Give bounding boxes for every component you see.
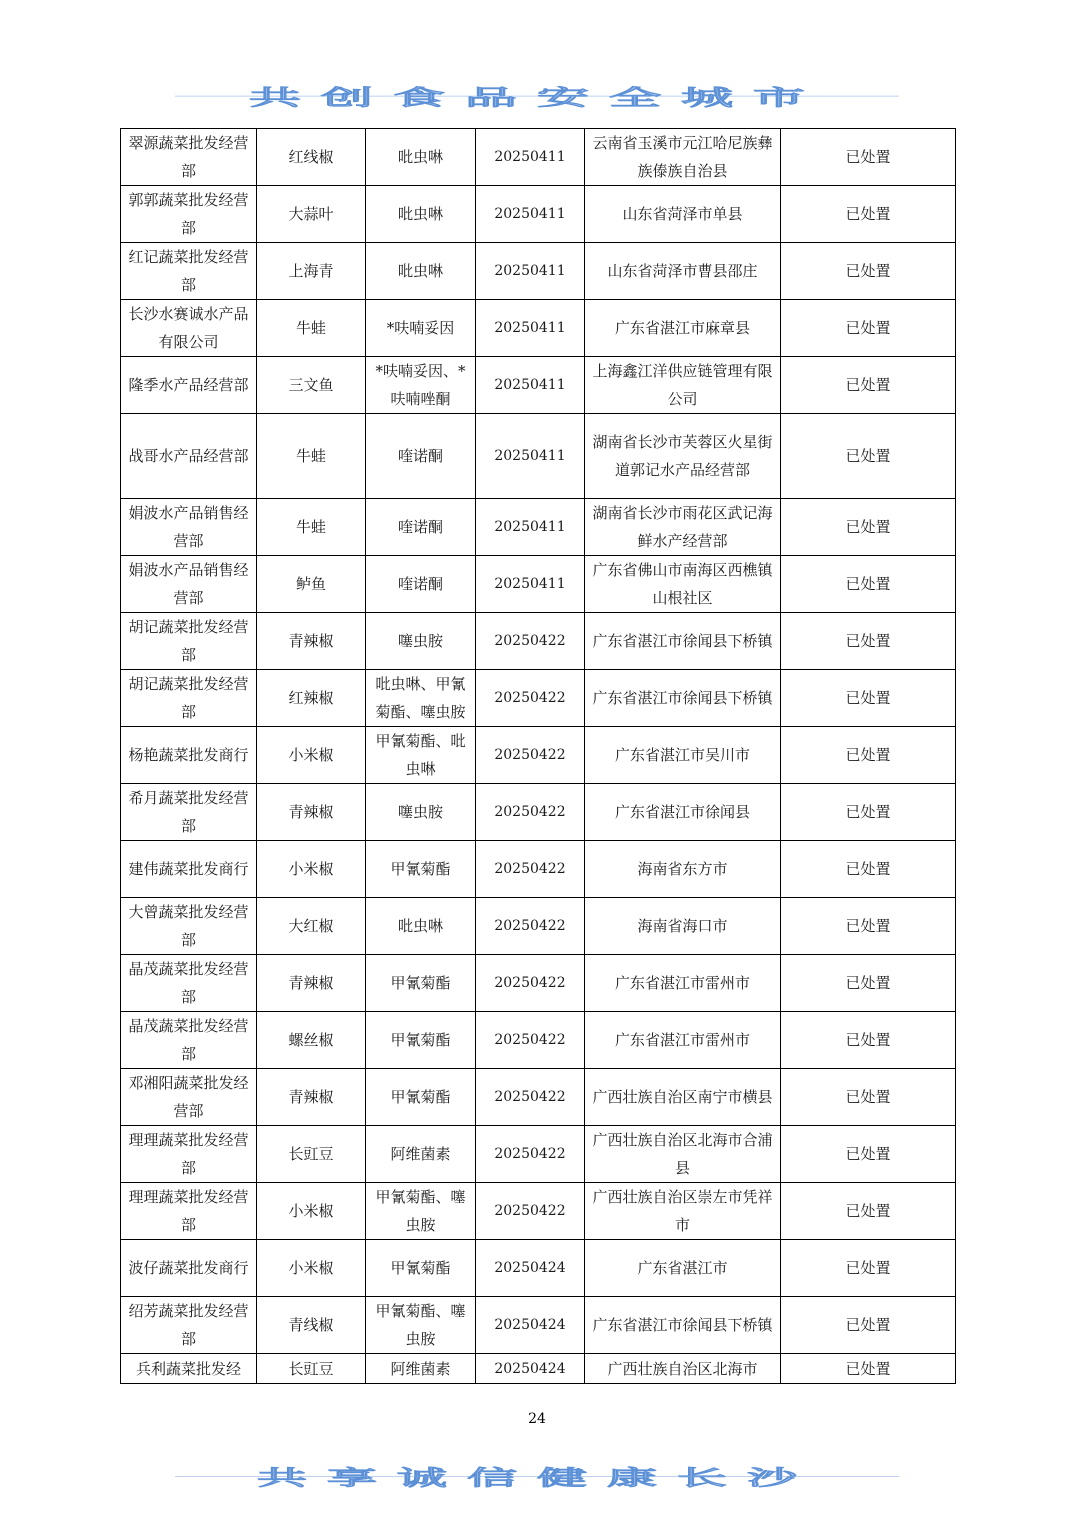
product-cell: 红线椒 <box>257 129 366 186</box>
origin-cell: 广西壮族自治区南宁市横县 <box>585 1069 781 1126</box>
origin-cell: 山东省菏泽市单县 <box>585 186 781 243</box>
table-row <box>121 1126 956 1183</box>
product-cell: 小米椒 <box>257 1240 366 1297</box>
origin-cell: 广东省湛江市麻章县 <box>585 300 781 357</box>
status-cell: 已处置 <box>781 357 956 414</box>
unit-cell: 红记蔬菜批发经营部 <box>121 243 257 300</box>
date-cell: 20250411 <box>476 129 585 186</box>
test-item-cell: 吡虫啉、甲氰菊酯、噻虫胺 <box>366 670 476 727</box>
test-item-cell: 甲氰菊酯 <box>366 1069 476 1126</box>
date-cell: 20250424 <box>476 1240 585 1297</box>
table-row <box>121 727 956 784</box>
table-row <box>121 1240 956 1297</box>
origin-cell: 上海鑫江洋供应链管理有限公司 <box>585 357 781 414</box>
table-row <box>121 186 956 243</box>
unit-cell: 晶茂蔬菜批发经营部 <box>121 955 257 1012</box>
status-cell: 已处置 <box>781 1240 956 1297</box>
table-row <box>121 898 956 955</box>
product-cell: 小米椒 <box>257 841 366 898</box>
status-cell: 已处置 <box>781 841 956 898</box>
unit-cell: 理理蔬菜批发经营部 <box>121 1126 257 1183</box>
table-row <box>121 1183 956 1240</box>
status-cell: 已处置 <box>781 129 956 186</box>
test-item-cell: 吡虫啉 <box>366 898 476 955</box>
unit-cell: 兵利蔬菜批发经 <box>121 1354 257 1384</box>
test-item-cell: 甲氰菊酯 <box>366 1012 476 1069</box>
unit-cell: 胡记蔬菜批发经营部 <box>121 613 257 670</box>
status-cell: 已处置 <box>781 1354 956 1384</box>
origin-cell: 广东省湛江市徐闻县下桥镇 <box>585 1297 781 1354</box>
date-cell: 20250411 <box>476 556 585 613</box>
origin-cell: 广东省湛江市徐闻县 <box>585 784 781 841</box>
table-row <box>121 784 956 841</box>
product-cell: 青辣椒 <box>257 613 366 670</box>
test-item-cell: 甲氰菊酯、噻虫胺 <box>366 1297 476 1354</box>
test-item-cell: 甲氰菊酯、噻虫胺 <box>366 1183 476 1240</box>
product-cell: 大蒜叶 <box>257 186 366 243</box>
status-cell: 已处置 <box>781 1126 956 1183</box>
test-item-cell: 吡虫啉 <box>366 129 476 186</box>
status-cell: 已处置 <box>781 613 956 670</box>
date-cell: 20250422 <box>476 1183 585 1240</box>
unit-cell: 建伟蔬菜批发商行 <box>121 841 257 898</box>
table-row <box>121 1297 956 1354</box>
date-cell: 20250411 <box>476 300 585 357</box>
test-item-cell: *呋喃妥因 <box>366 300 476 357</box>
origin-cell: 广西壮族自治区北海市合浦县 <box>585 1126 781 1183</box>
date-cell: 20250411 <box>476 186 585 243</box>
header-slogan-banner: 共创食品安全城市 <box>0 80 1074 112</box>
date-cell: 20250411 <box>476 414 585 499</box>
status-cell: 已处置 <box>781 1297 956 1354</box>
unit-cell: 杨艳蔬菜批发商行 <box>121 727 257 784</box>
date-cell: 20250424 <box>476 1354 585 1384</box>
unit-cell: 娟波水产品销售经营部 <box>121 556 257 613</box>
test-item-cell: 噻虫胺 <box>366 613 476 670</box>
product-cell: 青辣椒 <box>257 955 366 1012</box>
origin-cell: 湖南省长沙市雨花区武记海鲜水产经营部 <box>585 499 781 556</box>
unit-cell: 长沙水赛诚水产品有限公司 <box>121 300 257 357</box>
test-item-cell: 喹诺酮 <box>366 556 476 613</box>
unit-cell: 娟波水产品销售经营部 <box>121 499 257 556</box>
origin-cell: 海南省东方市 <box>585 841 781 898</box>
date-cell: 20250422 <box>476 1069 585 1126</box>
date-cell: 20250422 <box>476 955 585 1012</box>
origin-cell: 海南省海口市 <box>585 898 781 955</box>
unit-cell: 郭郭蔬菜批发经营部 <box>121 186 257 243</box>
product-cell: 牛蛙 <box>257 499 366 556</box>
table-row <box>121 1069 956 1126</box>
test-item-cell: 阿维菌素 <box>366 1126 476 1183</box>
product-cell: 鲈鱼 <box>257 556 366 613</box>
date-cell: 20250422 <box>476 841 585 898</box>
table-row <box>121 670 956 727</box>
origin-cell: 湖南省长沙市芙蓉区火星街道郭记水产品经营部 <box>585 414 781 499</box>
product-cell: 青辣椒 <box>257 1069 366 1126</box>
status-cell: 已处置 <box>781 499 956 556</box>
unit-cell: 胡记蔬菜批发经营部 <box>121 670 257 727</box>
table-row <box>121 841 956 898</box>
table-row <box>121 1354 956 1384</box>
product-cell: 小米椒 <box>257 1183 366 1240</box>
table-row <box>121 613 956 670</box>
origin-cell: 广西壮族自治区崇左市凭祥市 <box>585 1183 781 1240</box>
date-cell: 20250411 <box>476 243 585 300</box>
product-cell: 大红椒 <box>257 898 366 955</box>
status-cell: 已处置 <box>781 1012 956 1069</box>
origin-cell: 广西壮族自治区北海市 <box>585 1354 781 1384</box>
test-item-cell: 吡虫啉 <box>366 186 476 243</box>
table-row <box>121 300 956 357</box>
status-cell: 已处置 <box>781 556 956 613</box>
product-cell: 青线椒 <box>257 1297 366 1354</box>
origin-cell: 广东省湛江市雷州市 <box>585 955 781 1012</box>
date-cell: 20250422 <box>476 613 585 670</box>
test-item-cell: 甲氰菊酯 <box>366 955 476 1012</box>
origin-cell: 山东省菏泽市曹县邵庄 <box>585 243 781 300</box>
status-cell: 已处置 <box>781 727 956 784</box>
table-row <box>121 1012 956 1069</box>
footer-slogan-banner: 共享诚信健康长沙 <box>0 1461 1074 1491</box>
table-row <box>121 499 956 556</box>
table-row <box>121 414 956 499</box>
status-cell: 已处置 <box>781 414 956 499</box>
test-item-cell: 阿维菌素 <box>366 1354 476 1384</box>
product-cell: 长豇豆 <box>257 1354 366 1384</box>
unit-cell: 邓湘阳蔬菜批发经营部 <box>121 1069 257 1126</box>
test-item-cell: 吡虫啉 <box>366 243 476 300</box>
origin-cell: 广东省湛江市徐闻县下桥镇 <box>585 670 781 727</box>
date-cell: 20250411 <box>476 499 585 556</box>
unit-cell: 战哥水产品经营部 <box>121 414 257 499</box>
status-cell: 已处置 <box>781 955 956 1012</box>
test-item-cell: 甲氰菊酯 <box>366 1240 476 1297</box>
date-cell: 20250411 <box>476 357 585 414</box>
date-cell: 20250422 <box>476 727 585 784</box>
status-cell: 已处置 <box>781 1183 956 1240</box>
status-cell: 已处置 <box>781 1069 956 1126</box>
date-cell: 20250424 <box>476 1297 585 1354</box>
date-cell: 20250422 <box>476 670 585 727</box>
product-cell: 青辣椒 <box>257 784 366 841</box>
status-cell: 已处置 <box>781 670 956 727</box>
product-cell: 牛蛙 <box>257 414 366 499</box>
test-item-cell: 甲氰菊酯、吡虫啉 <box>366 727 476 784</box>
origin-cell: 云南省玉溪市元江哈尼族彝族傣族自治县 <box>585 129 781 186</box>
table-row <box>121 955 956 1012</box>
unit-cell: 绍芳蔬菜批发经营部 <box>121 1297 257 1354</box>
test-item-cell: 喹诺酮 <box>366 499 476 556</box>
date-cell: 20250422 <box>476 1012 585 1069</box>
product-cell: 长豇豆 <box>257 1126 366 1183</box>
date-cell: 20250422 <box>476 1126 585 1183</box>
table-row <box>121 129 956 186</box>
unit-cell: 希月蔬菜批发经营部 <box>121 784 257 841</box>
date-cell: 20250422 <box>476 898 585 955</box>
date-cell: 20250422 <box>476 784 585 841</box>
table-row <box>121 357 956 414</box>
product-cell: 上海青 <box>257 243 366 300</box>
product-cell: 螺丝椒 <box>257 1012 366 1069</box>
status-cell: 已处置 <box>781 784 956 841</box>
unit-cell: 翠源蔬菜批发经营部 <box>121 129 257 186</box>
status-cell: 已处置 <box>781 300 956 357</box>
unit-cell: 波仔蔬菜批发商行 <box>121 1240 257 1297</box>
test-item-cell: 噻虫胺 <box>366 784 476 841</box>
table-row <box>121 556 956 613</box>
origin-cell: 广东省湛江市吴川市 <box>585 727 781 784</box>
product-cell: 小米椒 <box>257 727 366 784</box>
origin-cell: 广东省湛江市 <box>585 1240 781 1297</box>
origin-cell: 广东省湛江市徐闻县下桥镇 <box>585 613 781 670</box>
status-cell: 已处置 <box>781 898 956 955</box>
origin-cell: 广东省湛江市雷州市 <box>585 1012 781 1069</box>
product-cell: 红辣椒 <box>257 670 366 727</box>
status-cell: 已处置 <box>781 186 956 243</box>
status-cell: 已处置 <box>781 243 956 300</box>
unit-cell: 大曾蔬菜批发经营部 <box>121 898 257 955</box>
page-number: 24 <box>528 1411 546 1427</box>
test-item-cell: 喹诺酮 <box>366 414 476 499</box>
inspection-results-table <box>120 128 956 1384</box>
unit-cell: 理理蔬菜批发经营部 <box>121 1183 257 1240</box>
test-item-cell: *呋喃妥因、*呋喃唑酮 <box>366 357 476 414</box>
product-cell: 三文鱼 <box>257 357 366 414</box>
table-row <box>121 243 956 300</box>
origin-cell: 广东省佛山市南海区西樵镇山根社区 <box>585 556 781 613</box>
unit-cell: 隆季水产品经营部 <box>121 357 257 414</box>
product-cell: 牛蛙 <box>257 300 366 357</box>
test-item-cell: 甲氰菊酯 <box>366 841 476 898</box>
table-body <box>121 129 956 1384</box>
unit-cell: 晶茂蔬菜批发经营部 <box>121 1012 257 1069</box>
